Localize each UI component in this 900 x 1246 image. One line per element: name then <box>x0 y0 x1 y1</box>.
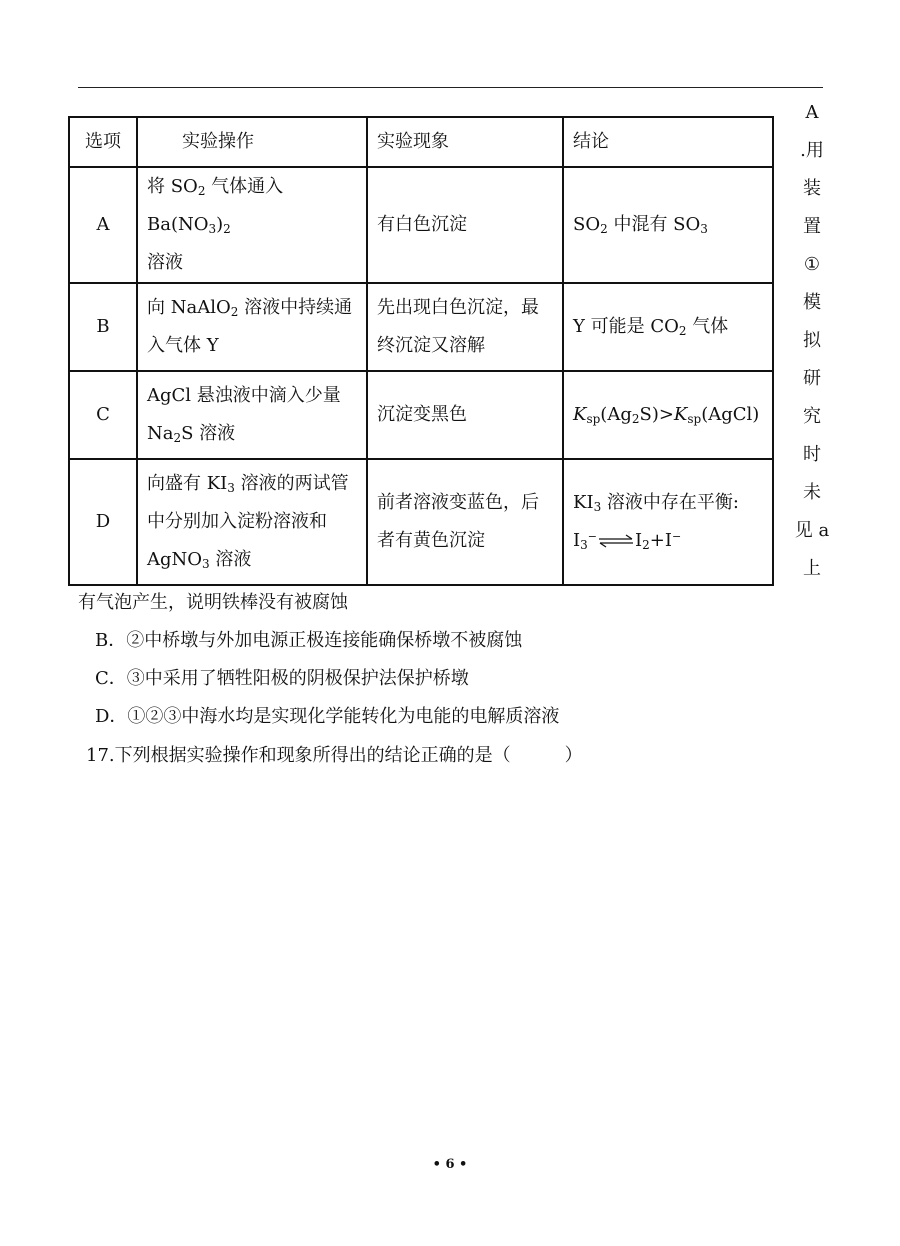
header-option: 选项 <box>69 117 137 167</box>
row-phenomenon: 前者溶液变蓝色，后 者有黄色沉淀 <box>367 459 563 585</box>
header-conclusion: 结论 <box>563 117 773 167</box>
page-number: • 6 • <box>432 1157 468 1172</box>
row-option: D <box>69 459 137 585</box>
row-conclusion: $K_{sp}(Ag_2S)>K_{sp}(AgCl)$ <box>563 371 773 459</box>
side-char: A <box>805 102 819 123</box>
row-operation: 向 NaAlO$_2$ 溶液中持续通 入气体 Y <box>137 283 367 371</box>
side-char: 究 <box>803 406 821 427</box>
table-row <box>69 283 773 371</box>
row-operation: AgCl 悬浊液中滴入少量 $Na_2S$ 溶液 <box>137 371 367 459</box>
side-char: 未 <box>803 482 821 503</box>
text-line-1: 有气泡产生，说明铁棒没有被腐蚀 <box>78 592 348 613</box>
side-char: 上 <box>803 558 821 579</box>
row-operation: 向盛有 $KI_3$ 溶液的两试管 中分别加入淀粉溶液和 AgNO$_3$ 溶液 <box>137 459 367 585</box>
side-char: 模 <box>803 292 821 313</box>
side-char: ① <box>803 254 821 275</box>
table-header-row <box>69 117 773 167</box>
row-operation: 将 $SO_2$ 气体通入 $Ba(NO_3)_2$ 溶液 <box>137 167 367 283</box>
option-c-text: C．③中采用了牺牲阳极的阴极保护法保护桥墩 <box>95 668 469 689</box>
row-phenomenon: 有白色沉淀 <box>367 167 563 283</box>
experiment-table <box>68 116 774 586</box>
row-conclusion: $SO_2$ 中混有 $SO_3$ <box>563 167 773 283</box>
row-phenomenon: 先出现白色沉淀，最 终沉淀又溶解 <box>367 283 563 371</box>
side-char: .用 <box>800 140 824 161</box>
row-conclusion: Y 可能是 $CO_2$ 气体 <box>563 283 773 371</box>
row-option: B <box>69 283 137 371</box>
question-17-text: 17.下列根据实验操作和现象所得出的结论正确的是（ ） <box>86 745 583 766</box>
side-char: 研 <box>803 368 821 389</box>
row-option: A <box>69 167 137 283</box>
header-operation: 实验操作 <box>137 117 367 167</box>
option-d-text: D．①②③中海水均是实现化学能转化为电能的电解质溶液 <box>95 706 560 727</box>
side-char: 时 <box>803 444 821 465</box>
side-char: 见 a <box>794 520 830 541</box>
header-phenomenon: 实验现象 <box>367 117 563 167</box>
table-row <box>69 167 773 283</box>
side-char: 置 <box>803 216 821 237</box>
equilibrium-arrow-icon <box>597 534 635 548</box>
side-text-column <box>790 94 834 588</box>
option-b-text: B．②中桥墩与外加电源正极连接能确保桥墩不被腐蚀 <box>95 630 523 651</box>
table-row <box>69 459 773 585</box>
table-row <box>69 371 773 459</box>
row-option: C <box>69 371 137 459</box>
side-char: 拟 <box>803 330 821 351</box>
side-char: 装 <box>803 178 821 199</box>
row-conclusion: $KI_3$ 溶液中存在平衡: $I_3^-$ $I_2+I^-$ <box>563 459 773 585</box>
row-phenomenon: 沉淀变黑色 <box>367 371 563 459</box>
header-rule <box>78 87 823 88</box>
